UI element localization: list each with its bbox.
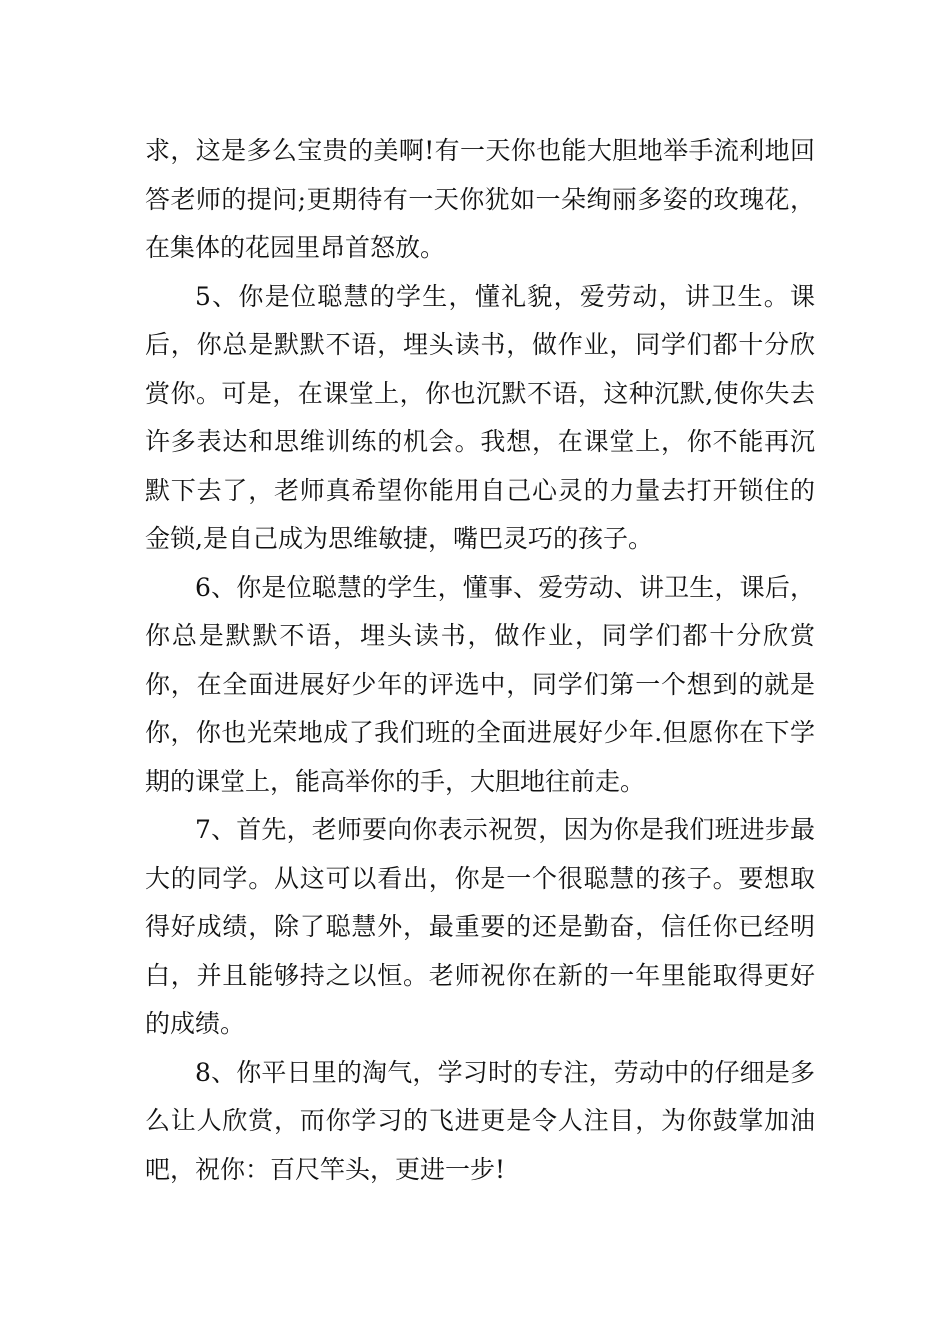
paragraph-item-7: 7、首先，老师要向你表示祝贺，因为你是我们班进步最大的同学。从这可以看出，你是一个很聪慧的孩子。要想取得好成绩，除了聪慧外，最重要的还是勤奋，信任你已经明白，并且能够持之以恒。老师祝你在新的一年里能取得更好的成绩。 xyxy=(145,815,815,1038)
document-body xyxy=(145,127,815,1194)
paragraph-item-5: 5、你是位聪慧的学生，懂礼貌，爱劳动，讲卫生。课后，你总是默默不语，埋头读书，做作业，同学们都十分欣赏你。可是，在课堂上，你也沉默不语，这种沉默,使你失去许多表达和思维训练的机会。我想，在课堂上，你不能再沉默下去了，老师真希望你能用自己心灵的力量去打开锁住的金锁,是自己成为思维敏捷，嘴巴灵巧的孩子。 xyxy=(145,281,815,553)
paragraph-item-6: 6、你是位聪慧的学生，懂事、爱劳动、讲卫生，课后，你总是默默不语，埋头读书，做作业，同学们都十分欣赏你，在全面进展好少年的评选中，同学们第一个想到的就是你，你也光荣地成了我们班的全面进展好少年.但愿你在下学期的课堂上，能高举你的手，大胆地往前走。 xyxy=(145,572,815,796)
paragraph-item-8: 8、你平日里的淘气，学习时的专注，劳动中的仔细是多么让人欣赏，而你学习的飞进更是令人注目，为你鼓掌加油吧，祝你：百尺竿头，更进一步! xyxy=(145,1057,815,1184)
paragraph-continuation: 求，这是多么宝贵的美啊!有一天你也能大胆地举手流利地回答老师的提问;更期待有一天你犹如一朵绚丽多姿的玫瑰花，在集体的花园里昂首怒放。 xyxy=(145,136,815,262)
